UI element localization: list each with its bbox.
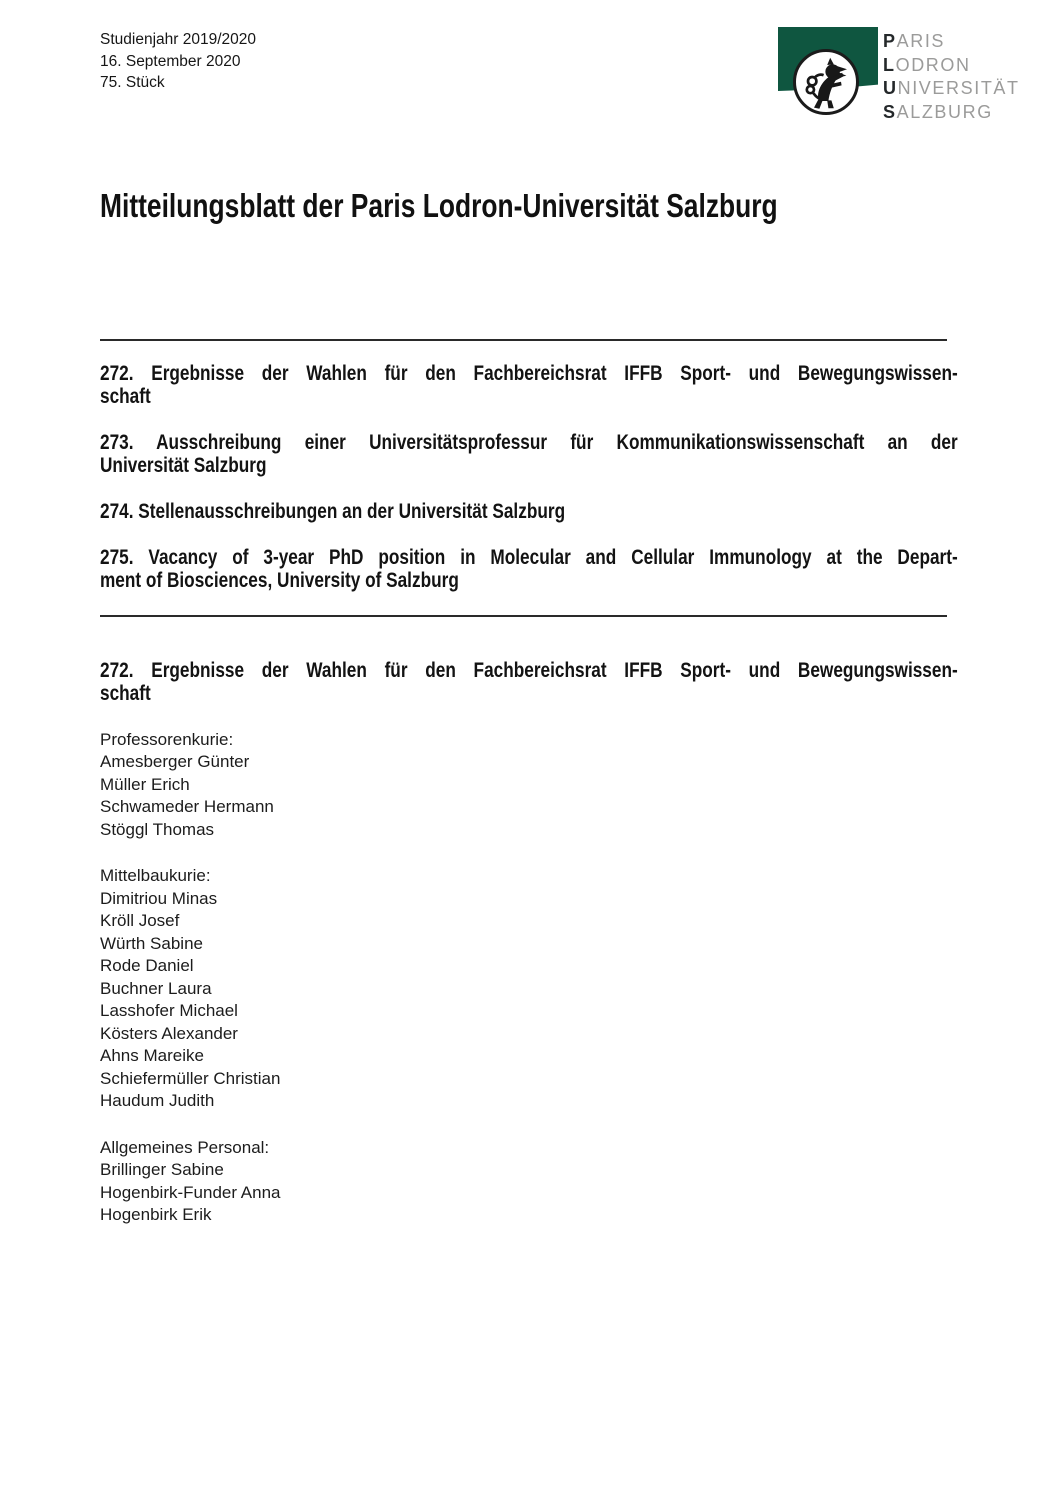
list-item: Ahns Mareike [100, 1046, 204, 1065]
member-list [100, 751, 958, 841]
list-item: Buchner Laura [100, 978, 212, 998]
list-item: Brillinger Sabine [100, 1160, 224, 1179]
toc-line: ment of Biosciences, University of Salzburg [100, 568, 459, 592]
list-item: Hogenbirk-Funder Anna [100, 1182, 281, 1202]
divider-middle [100, 615, 947, 617]
divider-top [100, 339, 947, 341]
section-heading [100, 659, 958, 705]
logo-wordmark-line [883, 54, 1020, 78]
issue-date: 16. September 2020 [100, 52, 241, 70]
logo-wordmark-line [883, 77, 1020, 101]
toc-line: 274. Stellenausschreibungen an der Universität Salzburg [100, 499, 566, 523]
toc-item-273 [100, 431, 958, 477]
wordmark-initial: S [883, 101, 897, 122]
list-item: Lasshofer Michael [100, 1001, 238, 1020]
group-label: Mittelbaukurie: [100, 866, 211, 885]
list-item: Hogenbirk Erik [100, 1205, 212, 1224]
member-list [100, 888, 958, 1113]
toc-item-275 [100, 546, 958, 592]
list-item: Würth Sabine [100, 933, 203, 953]
section-heading-line: 272. Ergebnisse der Wahlen für den Fachbereichsrat IFFB Sport- und Bewegungswissen- [100, 658, 958, 682]
group-allgemeines-personal [100, 1137, 958, 1227]
list-item: Müller Erich [100, 774, 190, 794]
wordmark-initial: P [883, 31, 897, 51]
section-heading-line: schaft [100, 681, 151, 705]
group-label: Allgemeines Personal: [100, 1137, 270, 1157]
group-mittelbaukurie [100, 865, 958, 1113]
toc-item-272 [100, 362, 958, 408]
toc-line: schaft [100, 384, 151, 408]
university-logo [778, 25, 1018, 140]
toc-line: 272. Ergebnisse der Wahlen für den Fachbereichsrat IFFB Sport- und Bewegungswissen- [100, 361, 958, 385]
group-label: Professorenkurie: [100, 729, 234, 749]
list-item: Kröll Josef [100, 911, 180, 930]
member-list [100, 1159, 958, 1227]
wordmark-rest: ODRON [895, 54, 971, 75]
list-item: Schwameder Hermann [100, 797, 274, 816]
wordmark-initial: U [883, 78, 898, 98]
list-item: Haudum Judith [100, 1091, 215, 1110]
table-of-contents [100, 362, 958, 592]
wordmark-rest: ALZBURG [896, 101, 993, 122]
issue-number: 75. Stück [100, 74, 165, 91]
list-item: Kösters Alexander [100, 1023, 238, 1043]
list-item: Amesberger Günter [100, 752, 250, 771]
toc-line: 273. Ausschreibung einer Universitätsprofessur für Kommunikationswissenschaft an der [100, 430, 958, 454]
list-item: Stöggl Thomas [100, 819, 215, 839]
logo-wordmark-line [883, 30, 1020, 54]
page-title: Mitteilungsblatt der Paris Lodron-Universität Salzburg [100, 186, 778, 224]
toc-item-274 [100, 500, 958, 523]
list-item: Rode Daniel [100, 956, 194, 975]
logo-wordmark [883, 30, 1020, 124]
group-professorenkurie [100, 729, 958, 842]
wordmark-rest: NIVERSITÄT [897, 78, 1020, 98]
wordmark-rest: ARIS [896, 31, 946, 51]
toc-line: 275. Vacancy of 3-year PhD position in Molecular and Cellular Immunology at the Depart- [100, 545, 958, 569]
toc-line: Universität Salzburg [100, 453, 267, 477]
wordmark-initial: L [883, 54, 896, 75]
list-item: Dimitriou Minas [100, 888, 218, 908]
study-year: Studienjahr 2019/2020 [100, 31, 256, 48]
logo-wordmark-line [883, 101, 1020, 125]
list-item: Schiefermüller Christian [100, 1068, 281, 1088]
section-272 [100, 659, 958, 1227]
lion-emblem-icon [793, 49, 859, 115]
